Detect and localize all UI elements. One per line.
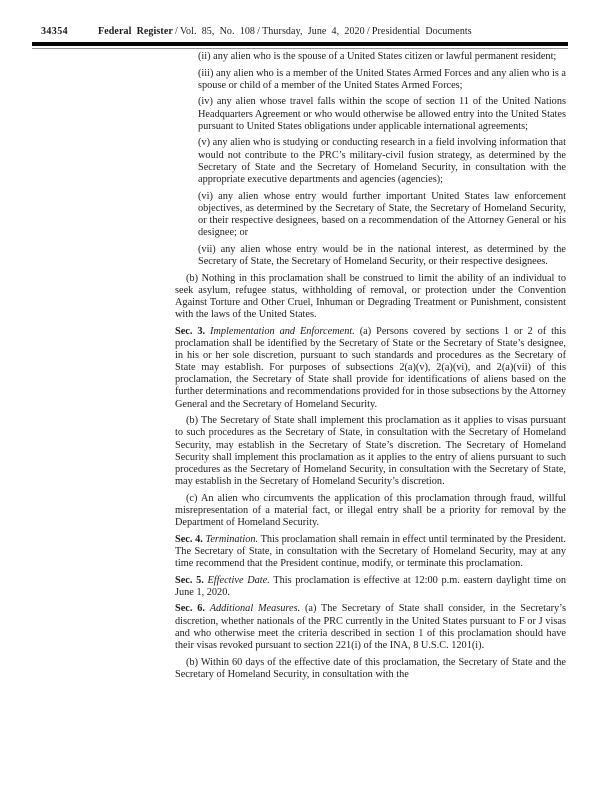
section-heading: Effective Date. bbox=[207, 574, 270, 586]
header-citation bbox=[98, 26, 472, 37]
header-meta: / Vol. 85, No. 108 / Thursday, June 4, 2020 / Presidential Documents bbox=[172, 26, 472, 37]
paragraph-text: (iv) any alien whose travel falls within the scope of section 11 of the United Nations Headquarters Agreement or who would otherwise be allowed entry into the United States pursuant to United States obligations under applicable international agreements; bbox=[198, 96, 566, 132]
section-paragraph bbox=[175, 575, 566, 599]
header-divider bbox=[32, 42, 568, 49]
document-body bbox=[175, 51, 566, 685]
paragraph-text: (b) The Secretary of State shall implement this proclamation as it applies to visas pursuant to such procedures as the Secretary of State, in consultation with the Secretary of Homeland Security, may establish in the Secretary of State’s discretion. The Secretary of Homeland Security shall implement this proclamation as it applies to the entry of aliens pursuant to such procedures as the Secretary of Homeland Security, in consultation with the Secretary of State, may establish in the Secretary of Homeland Security’s discretion. bbox=[175, 415, 566, 487]
section-paragraph bbox=[175, 603, 566, 652]
section-text: This proclamation shall remain in effect until terminated by the President. The Secretary of State, in consultation with the Secretary of Homeland Security, may at any time recommend that the President continue, modify, or terminate this proclamation. bbox=[175, 533, 567, 569]
section-paragraph bbox=[175, 534, 566, 570]
section-paragraph bbox=[175, 326, 566, 411]
paragraph-text: (ii) any alien who is the spouse of a United States citizen or lawful permanent resident; bbox=[198, 51, 557, 62]
paragraph-text: (b) Within 60 days of the effective date of this proclamation, the Secretary of State and the Secretary of Homeland Security, in consultation with the bbox=[175, 656, 566, 680]
paragraph-text: (v) any alien who is studying or conducting research in a field involving information that would not contribute to the PRC’s military-civil fusion strategy, as determined by the Secretary of State and the Secretary of Homeland Security, in consultation with the appropriate executive departments and agencies (agencies); bbox=[198, 137, 566, 185]
running-header bbox=[41, 26, 472, 38]
divider-thin-rule bbox=[32, 48, 568, 50]
list-item-paragraph bbox=[198, 68, 566, 92]
list-item-paragraph bbox=[198, 96, 566, 132]
list-item-paragraph bbox=[198, 244, 566, 268]
paragraph-text: (iii) any alien who is a member of the United States Armed Forces and any alien who is a spouse or child of a member of the United States Armed Forces; bbox=[198, 67, 566, 91]
paragraph-text: (c) An alien who circumvents the application of this proclamation through fraud, willful misrepresentation of a material fact, or illegal entry shall be a priority for removal by the Department of Homeland Security. bbox=[175, 492, 566, 528]
section-label: Sec. 6. bbox=[175, 603, 205, 615]
section-label: Sec. 4. bbox=[175, 533, 203, 545]
section-text: This proclamation is effective at 12:00 p.m. eastern daylight time on June 1, 2020. bbox=[175, 574, 566, 598]
paragraph-text: (vii) any alien whose entry would be in the national interest, as determined by the Secretary of State, the Secretary of Homeland Security, or their respective designees. bbox=[198, 243, 566, 267]
list-item-paragraph bbox=[198, 137, 566, 186]
body-paragraph bbox=[175, 415, 566, 488]
body-paragraph bbox=[175, 493, 566, 529]
section-heading: Additional Measures. bbox=[209, 603, 301, 615]
section-text: (a) Persons covered by sections 1 or 2 of this proclamation shall be identified by the Secretary of State or the Secretary of State’s designee, in his or her sole discretion, pursuant to such standards and procedures as the Secretary of State may establish. For purposes of subsections 2(a)(v), 2(a)(vi), and 2(a)(vii) of this proclamation, the Secretary of State shall provide for identifications of aliens based on the further determinations and recommendations provided for in those subsections by the Attorney General and the Secretary of Homeland Security. bbox=[175, 325, 566, 410]
section-label: Sec. 5. bbox=[175, 574, 204, 586]
section-text: (a) The Secretary of State shall consider, in the Secretary’s discretion, whether nationals of the PRC currently in the United States pursuant to F or J visas and who otherwise meet the criteria described in section 1 of this proclamation should have their visas revoked pursuant to section 221(i) of the INA, 8 U.S.C. 1201(i). bbox=[175, 603, 567, 651]
section-heading: Termination. bbox=[205, 533, 259, 545]
body-paragraph bbox=[175, 273, 566, 322]
divider-thick-rule bbox=[32, 42, 568, 46]
paragraph-text: (vi) any alien whose entry would further important United States law enforcement objectives, as determined by the Secretary of State, the Secretary of Homeland Security, or their respective designees, based on a recommendation of the Attorney General or his designee; or bbox=[198, 190, 566, 239]
page-number: 34354 bbox=[41, 26, 68, 37]
list-item-paragraph bbox=[198, 51, 566, 63]
paragraph-text: (b) Nothing in this proclamation shall be construed to limit the ability of an individual to seek asylum, refugee status, withholding of removal, or protection under the Convention Against Torture and Other Cruel, Inhuman or Degrading Treatment or Punishment, consistent with the laws of the United States. bbox=[175, 272, 566, 320]
body-paragraph bbox=[175, 657, 566, 681]
list-item-paragraph bbox=[198, 191, 566, 240]
section-heading: Implementation and Enforcement. bbox=[210, 325, 355, 337]
journal-title: Federal Register bbox=[98, 26, 173, 37]
section-label: Sec. 3. bbox=[175, 325, 206, 337]
